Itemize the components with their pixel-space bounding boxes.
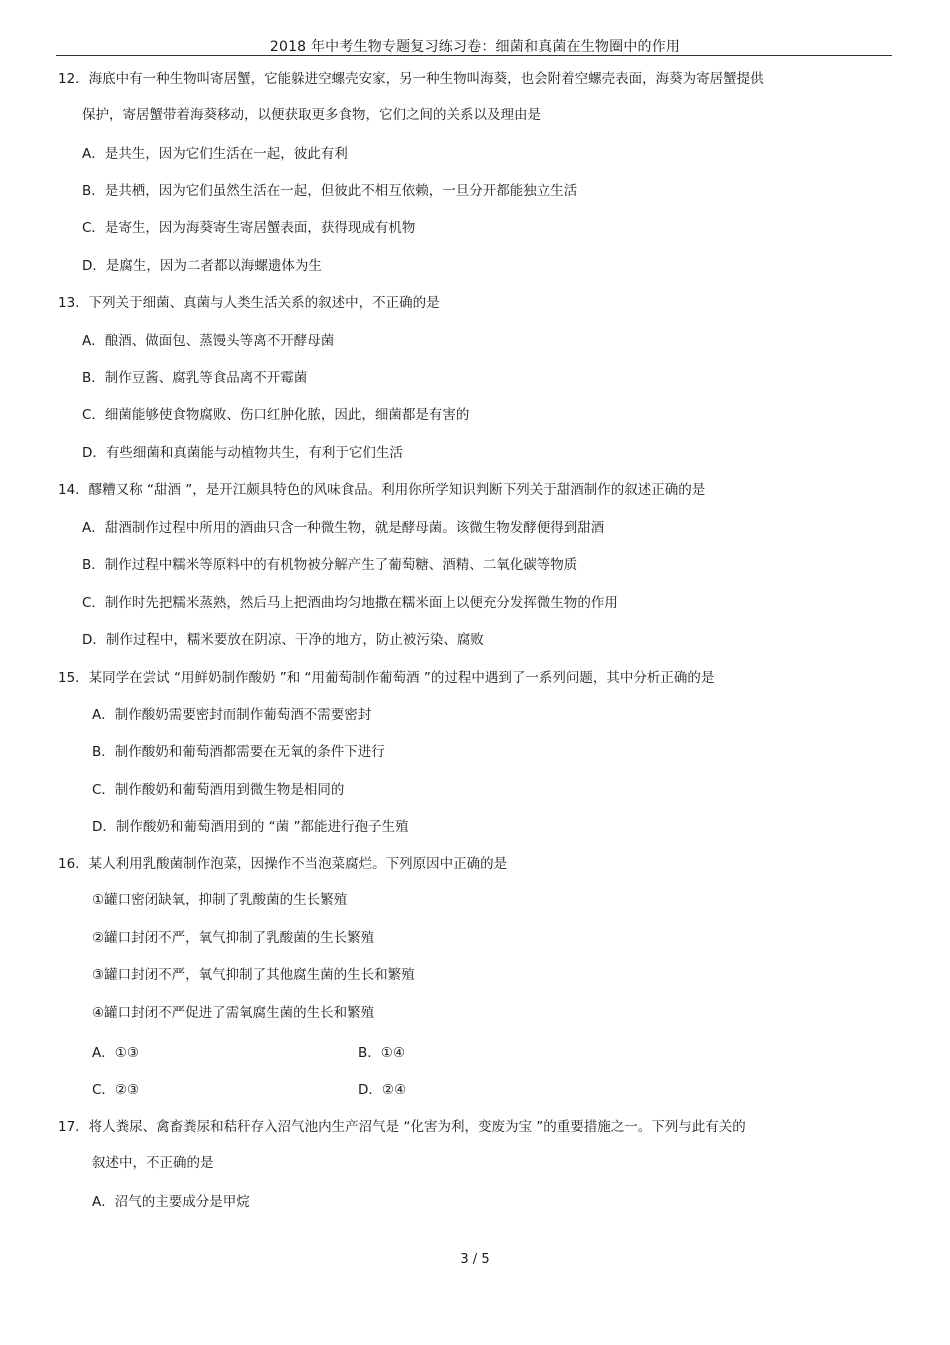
question-12-option-d: D．是腐生，因为二者都以海螺遗体为生 (82, 258, 322, 274)
question-14-option-c: C．制作时先把糯米蒸熟，然后马上把酒曲均匀地撒在糯米面上以便充分发挥微生物的作用 (82, 595, 618, 611)
question-16-statement-2: ②罐口封闭不严，氧气抑制了乳酸菌的生长繁殖 (92, 930, 375, 946)
question-14-option-b: B．制作过程中糯米等原料中的有机物被分解产生了葡萄糖、酒精、二氧化碳等物质 (82, 557, 578, 573)
question-13-option-a: A．酿酒、做面包、蒸馒头等离不开酵母菌 (82, 333, 335, 349)
question-12-stem-line-2: 保护，寄居蟹带着海葵移动，以便获取更多食物，它们之间的关系以及理由是 (82, 107, 541, 123)
question-12-option-c: C．是寄生，因为海葵寄生寄居蟹表面，获得现成有机物 (82, 220, 416, 236)
question-16-stem: 16．某人利用乳酸菌制作泡菜，因操作不当泡菜腐烂。下列原因中正确的是 (58, 856, 508, 872)
question-15-stem: 15．某同学在尝试 “用鲜奶制作酸奶 ”和 “用葡萄制作葡萄酒 ”的过程中遇到了一系列问题，其中分析正确的是 (58, 670, 715, 686)
question-15-option-a: A．制作酸奶需要密封而制作葡萄酒不需要密封 (92, 707, 372, 723)
question-16-statement-3: ③罐口封闭不严，氧气抑制了其他腐生菌的生长和繁殖 (92, 967, 415, 983)
question-16-statement-1: ①罐口密闭缺氧，抑制了乳酸菌的生长繁殖 (92, 892, 348, 908)
question-16-statement-4: ④罐口封闭不严促进了需氧腐生菌的生长和繁殖 (92, 1005, 375, 1021)
question-15-option-c: C．制作酸奶和葡萄酒用到微生物是相同的 (92, 782, 345, 798)
question-12-stem-line-1: 12．海底中有一种生物叫寄居蟹，它能躲进空螺壳安家，另一种生物叫海葵，也会附着空螺壳表面，海葵为寄居蟹提供 (58, 71, 764, 87)
page-number: 3 / 5 (460, 1252, 490, 1267)
page-header-title: 2018 年中考生物专题复习练习卷：细菌和真菌在生物圈中的作用 (269, 39, 681, 55)
question-16-option-d: D．②④ (358, 1082, 407, 1098)
question-14-option-a: A．甜酒制作过程中所用的酒曲只含一种微生物，就是酵母菌。该微生物发酵便得到甜酒 (82, 520, 605, 536)
question-17-stem-line-1: 17．将人粪尿、禽畜粪尿和秸秆存入沼气池内生产沼气是 “化害为利，变废为宝 ”的重要措施之一。下列与此有关的 (58, 1119, 746, 1135)
question-12-option-a: A．是共生，因为它们生活在一起，彼此有利 (82, 146, 348, 162)
question-13-option-d: D．有些细菌和真菌能与动植物共生，有利于它们生活 (82, 445, 403, 461)
question-15-option-b: B．制作酸奶和葡萄酒都需要在无氧的条件下进行 (92, 744, 385, 760)
question-13-stem: 13．下列关于细菌、真菌与人类生活关系的叙述中，不正确的是 (58, 295, 440, 311)
question-13-option-b: B．制作豆酱、腐乳等食品离不开霉菌 (82, 370, 308, 386)
question-16-option-c: C．②③ (92, 1082, 140, 1098)
question-17-option-a: A．沼气的主要成分是甲烷 (92, 1194, 250, 1210)
question-13-option-c: C．细菌能够使食物腐败、伤口红肿化脓，因此，细菌都是有害的 (82, 407, 470, 423)
question-14-option-d: D．制作过程中，糯米要放在阴凉、干净的地方，防止被污染、腐败 (82, 632, 484, 648)
question-16-option-a: A．①③ (92, 1045, 139, 1061)
header-divider (56, 55, 892, 56)
question-17-stem-line-2: 叙述中，不正确的是 (92, 1155, 214, 1171)
question-12-option-b: B．是共栖，因为它们虽然生活在一起，但彼此不相互依赖，一旦分开都能独立生活 (82, 183, 578, 199)
question-15-option-d: D．制作酸奶和葡萄酒用到的 “菌 ”都能进行孢子生殖 (92, 819, 409, 835)
question-16-option-b: B．①④ (358, 1045, 405, 1061)
question-14-stem: 14．醪糟又称 “甜酒 ”，是开江颇具特色的风味食品。利用你所学知识判断下列关于甜酒制作的叙述正确的是 (58, 482, 706, 498)
